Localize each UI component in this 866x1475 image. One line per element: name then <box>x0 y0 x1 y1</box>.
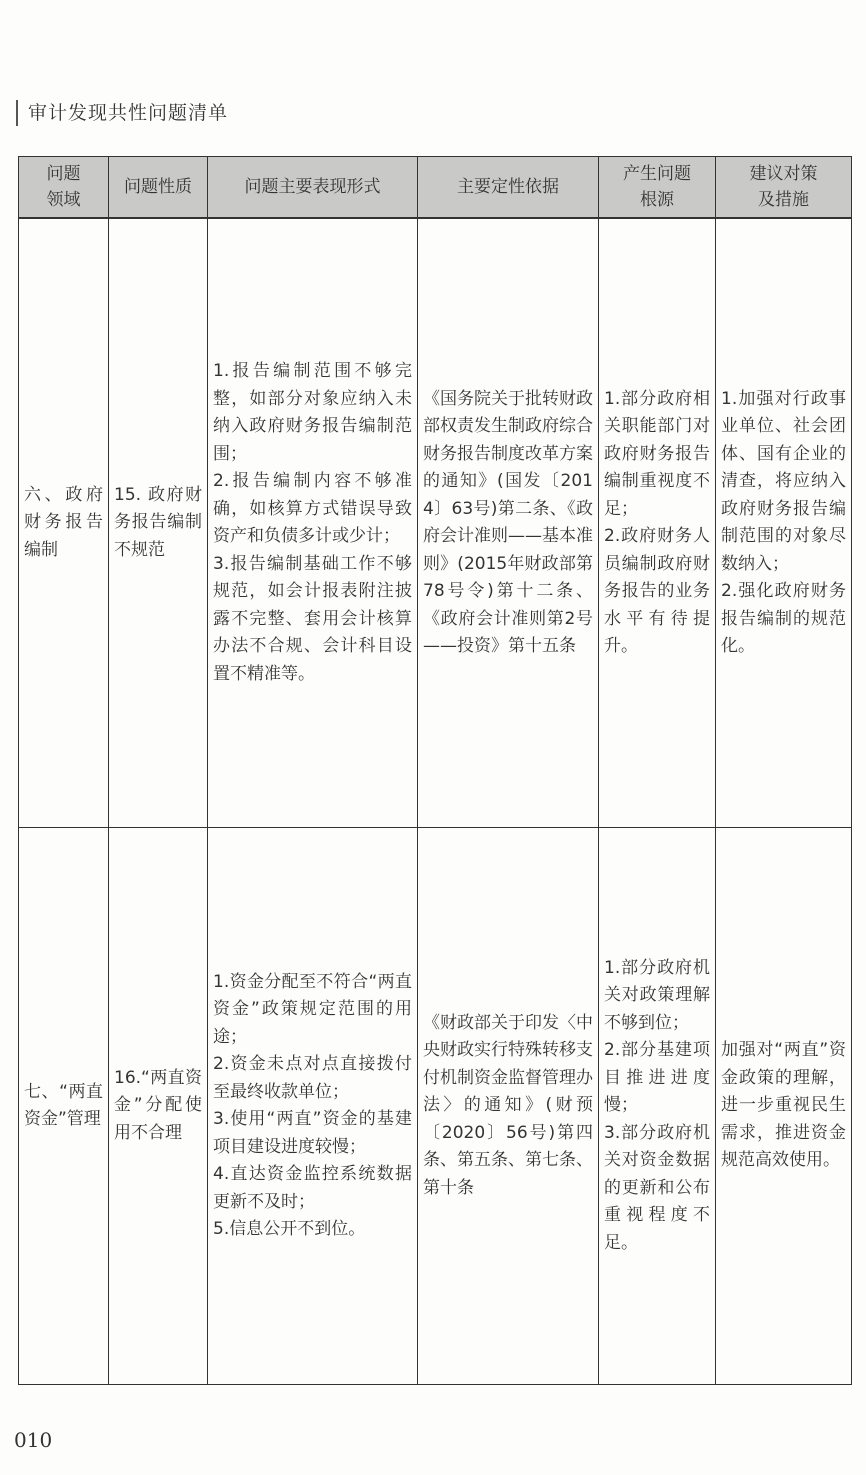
cell-manifestation: 1.报告编制范围不够完整，如部分对象应纳入未纳入政府财务报告编制范围； 2.报告编制内容不够准确，如核算方式错误导致资产和负债多计或少计； 3.报告编制基础工作不够规范，如会计报表附注披露不完整、套用会计核算办法不合规、会计科目设置不精准等。 <box>208 218 418 828</box>
header-cause: 产生问题 根源 <box>599 157 716 219</box>
header-basis: 主要定性依据 <box>418 157 599 219</box>
header-area: 问题 领域 <box>19 157 109 219</box>
header-manifestation: 问题主要表现形式 <box>208 157 418 219</box>
table-row <box>19 828 852 1385</box>
cell-area: 六、政府财务报告编制 <box>19 218 109 828</box>
table-row <box>19 218 852 828</box>
cell-cause: 1.部分政府相关职能部门对政府财务报告编制重视度不足； 2.政府财务人员编制政府财务报告的业务水平有待提升。 <box>599 218 716 828</box>
cell-suggestion: 加强对“两直”资金政策的理解，进一步重视民生需求，推进资金规范高效使用。 <box>716 828 852 1385</box>
cell-area: 七、“两直资金”管理 <box>19 828 109 1385</box>
page-number: 010 <box>14 1428 53 1452</box>
audit-issues-table <box>18 156 852 1385</box>
section-title: 审计发现共性问题清单 <box>16 100 228 126</box>
cell-basis: 《财政部关于印发〈中央财政实行特殊转移支付机制资金监督管理办法〉的通知》(财预〔2020〕56号)第四条、第五条、第七条、第十条 <box>418 828 599 1385</box>
cell-basis: 《国务院关于批转财政部权责发生制政府综合财务报告制度改革方案的通知》(国发〔2014〕63号)第二条、《政府会计准则——基本准则》(2015年财政部第78号令)第十二条、《政府会计准则第2号——投资》第十五条 <box>418 218 599 828</box>
header-suggestion: 建议对策 及措施 <box>716 157 852 219</box>
cell-suggestion: 1.加强对行政事业单位、社会团体、国有企业的清查，将应纳入政府财务报告编制范围的对象尽数纳入； 2.强化政府财务报告编制的规范化。 <box>716 218 852 828</box>
cell-nature: 15. 政府财务报告编制不规范 <box>109 218 208 828</box>
cell-manifestation: 1.资金分配至不符合“两直资金”政策规定范围的用途； 2.资金未点对点直接拨付至最终收款单位； 3.使用“两直”资金的基建项目建设进度较慢； 4.直达资金监控系统数据更新不及时； 5.信息公开不到位。 <box>208 828 418 1385</box>
header-nature: 问题性质 <box>109 157 208 219</box>
cell-nature: 16.“两直资金”分配使用不合理 <box>109 828 208 1385</box>
cell-cause: 1.部分政府机关对政策理解不够到位； 2.部分基建项目推进进度慢； 3.部分政府机关对资金数据的更新和公布重视程度不足。 <box>599 828 716 1385</box>
table-header-row <box>19 157 852 219</box>
